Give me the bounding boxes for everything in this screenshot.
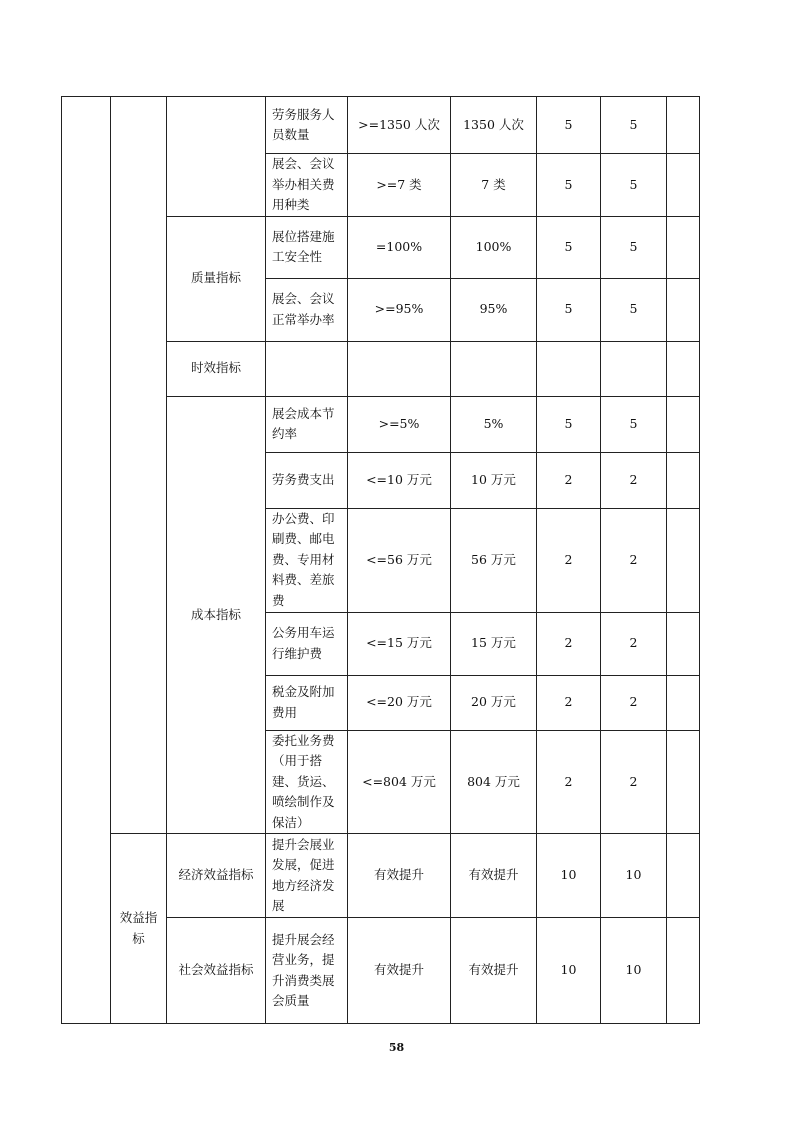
actual-value: 有效提升 (451, 918, 537, 1024)
score-value (601, 341, 667, 396)
second-level-cell (111, 97, 167, 834)
weight-value: 10 (537, 834, 601, 918)
actual-value: 100% (451, 216, 537, 278)
target-value: >=95% (348, 278, 451, 341)
actual-value: 95% (451, 278, 537, 341)
note-cell (667, 216, 700, 278)
score-value: 5 (601, 97, 667, 154)
indicator-name (266, 341, 348, 396)
economic-benefit-section-cell: 经济效益指标 (167, 834, 266, 918)
note-cell (667, 396, 700, 452)
indicator-name: 提升会展业发展，促进地方经济发展 (266, 834, 348, 918)
note-cell (667, 278, 700, 341)
social-benefit-section-cell: 社会效益指标 (167, 918, 266, 1024)
score-value: 2 (601, 452, 667, 508)
note-cell (667, 97, 700, 154)
target-value: <=804 万元 (348, 730, 451, 834)
note-cell (667, 612, 700, 675)
actual-value: 804 万元 (451, 730, 537, 834)
note-cell (667, 341, 700, 396)
table-row (62, 834, 700, 918)
indicator-name: 展会、会议正常举办率 (266, 278, 348, 341)
actual-value: 15 万元 (451, 612, 537, 675)
target-value: >=5% (348, 396, 451, 452)
score-value: 2 (601, 508, 667, 612)
target-value: <=56 万元 (348, 508, 451, 612)
note-cell (667, 730, 700, 834)
weight-value: 10 (537, 918, 601, 1024)
indicator-name: 税金及附加费用 (266, 675, 348, 730)
indicator-name: 公务用车运行维护费 (266, 612, 348, 675)
benefit-group-cell: 效益指标 (111, 834, 167, 1024)
note-cell (667, 452, 700, 508)
actual-value: 20 万元 (451, 675, 537, 730)
target-value: 有效提升 (348, 834, 451, 918)
performance-indicator-table (61, 96, 700, 1024)
target-value: >=1350 人次 (348, 97, 451, 154)
actual-value: 1350 人次 (451, 97, 537, 154)
weight-value: 5 (537, 97, 601, 154)
score-value: 10 (601, 834, 667, 918)
weight-value: 5 (537, 154, 601, 217)
actual-value (451, 341, 537, 396)
table-row (62, 97, 700, 154)
weight-value: 5 (537, 278, 601, 341)
quality-section-cell: 质量指标 (167, 216, 266, 341)
page-number: 58 (388, 1041, 405, 1054)
first-level-cell (62, 97, 111, 1024)
indicator-name: 展位搭建施工安全性 (266, 216, 348, 278)
score-value: 5 (601, 154, 667, 217)
indicator-name: 劳务服务人员数量 (266, 97, 348, 154)
target-value: 有效提升 (348, 918, 451, 1024)
score-value: 2 (601, 675, 667, 730)
weight-value: 5 (537, 216, 601, 278)
score-value: 2 (601, 730, 667, 834)
actual-value: 7 类 (451, 154, 537, 217)
target-value: <=20 万元 (348, 675, 451, 730)
cost-section-cell: 成本指标 (167, 396, 266, 834)
actual-value: 有效提升 (451, 834, 537, 918)
target-value: <=10 万元 (348, 452, 451, 508)
weight-value: 2 (537, 452, 601, 508)
weight-value: 5 (537, 396, 601, 452)
weight-value: 2 (537, 612, 601, 675)
indicator-name: 提升展会经营业务，提升消费类展会质量 (266, 918, 348, 1024)
actual-value: 5% (451, 396, 537, 452)
target-value: <=15 万元 (348, 612, 451, 675)
weight-value: 2 (537, 675, 601, 730)
target-value (348, 341, 451, 396)
note-cell (667, 508, 700, 612)
note-cell (667, 154, 700, 217)
target-value: >=7 类 (348, 154, 451, 217)
indicator-name: 劳务费支出 (266, 452, 348, 508)
score-value: 5 (601, 278, 667, 341)
actual-value: 56 万元 (451, 508, 537, 612)
quantity-section-cell (167, 97, 266, 217)
indicator-name: 展会成本节约率 (266, 396, 348, 452)
score-value: 10 (601, 918, 667, 1024)
target-value: =100% (348, 216, 451, 278)
score-value: 5 (601, 396, 667, 452)
weight-value: 2 (537, 730, 601, 834)
score-value: 2 (601, 612, 667, 675)
indicator-name: 展会、会议举办相关费用种类 (266, 154, 348, 217)
note-cell (667, 834, 700, 918)
note-cell (667, 918, 700, 1024)
weight-value: 2 (537, 508, 601, 612)
actual-value: 10 万元 (451, 452, 537, 508)
note-cell (667, 675, 700, 730)
indicator-name: 委托业务费（用于搭建、货运、喷绘制作及保洁） (266, 730, 348, 834)
weight-value (537, 341, 601, 396)
indicator-name: 办公费、印刷费、邮电费、专用材料费、差旅费 (266, 508, 348, 612)
score-value: 5 (601, 216, 667, 278)
timeliness-section-cell: 时效指标 (167, 341, 266, 396)
